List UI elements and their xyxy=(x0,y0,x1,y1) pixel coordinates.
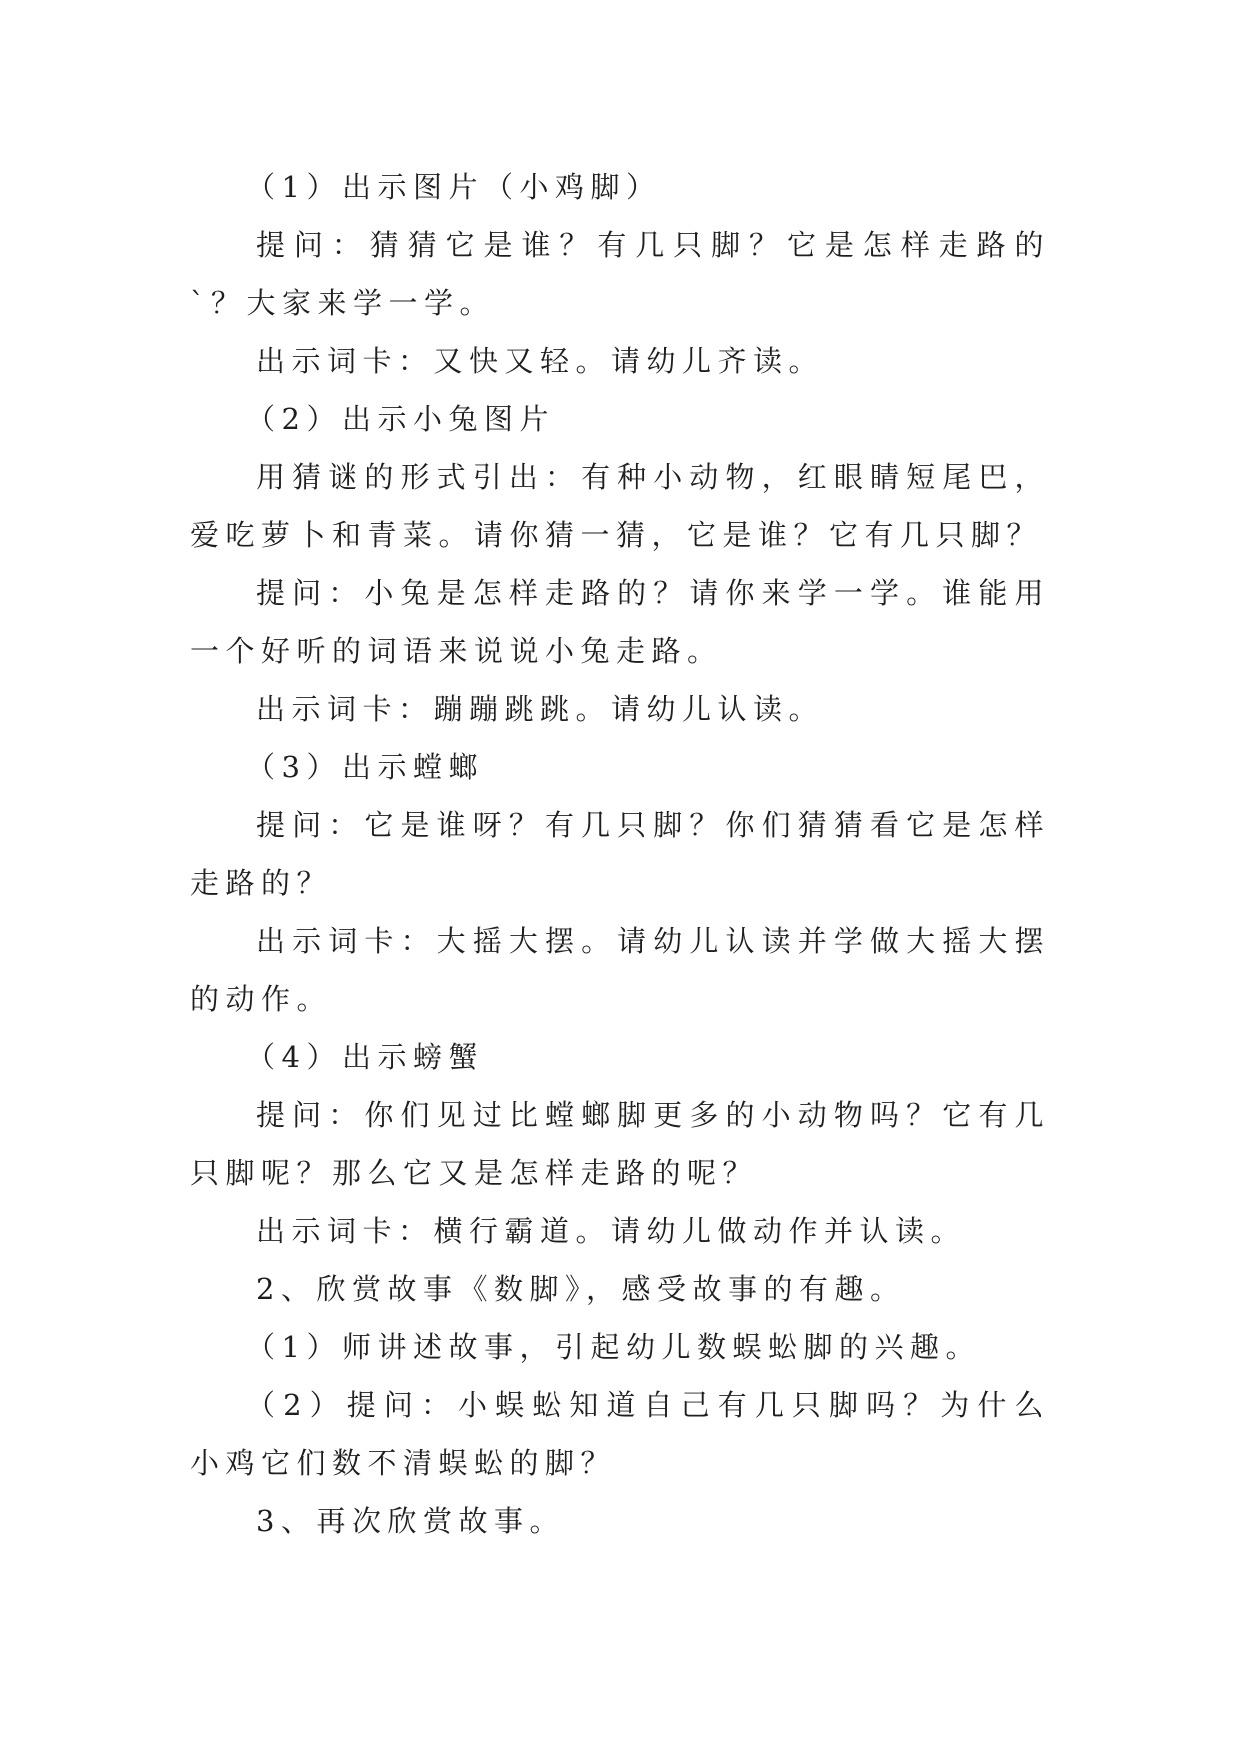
paragraph: （1）出示图片（小鸡脚） xyxy=(246,170,662,204)
paragraph: 提问：你们见过比螳螂脚更多的小动物吗？它有几只脚呢？那么它又是怎样走路的呢？ xyxy=(190,1098,1050,1190)
paragraph: 出示词卡：又快又轻。请幼儿齐读。 xyxy=(256,344,825,378)
paragraph: （3）出示螳螂 xyxy=(246,750,484,784)
paragraph: 2、欣赏故事《数脚》，感受故事的有趣。 xyxy=(256,1272,906,1306)
paragraph: 提问：它是谁呀？有几只脚？你们猜猜看它是怎样走路的？ xyxy=(190,808,1050,900)
paragraph: （2）提问：小蜈蚣知道自己有几只脚吗？为什么小鸡它们数不清蜈蚣的脚？ xyxy=(190,1388,1050,1480)
paragraph: 出示词卡：横行霸道。请幼儿做动作并认读。 xyxy=(256,1214,967,1248)
paragraph: 出示词卡：蹦蹦跳跳。请幼儿认读。 xyxy=(256,692,825,726)
paragraph: （4）出示螃蟹 xyxy=(246,1040,484,1074)
paragraph: 提问：猜猜它是谁？有几只脚？它是怎样走路的`？大家来学一学。 xyxy=(190,228,1050,320)
paragraph: （2）出示小兔图片 xyxy=(246,402,555,436)
paragraph: 用猜谜的形式引出：有种小动物，红眼睛短尾巴，爱吃萝卜和青菜。请你猜一猜，它是谁？它有几只脚？ xyxy=(190,460,1050,552)
paragraph: 提问：小兔是怎样走路的？请你来学一学。谁能用一个好听的词语来说说小兔走路。 xyxy=(190,576,1050,668)
document-body xyxy=(190,158,1050,1550)
paragraph: 3、再次欣赏故事。 xyxy=(256,1504,565,1538)
paragraph: （1）师讲述故事，引起幼儿数蜈蚣脚的兴趣。 xyxy=(246,1330,981,1364)
paragraph: 出示词卡：大摇大摆。请幼儿认读并学做大摇大摆的动作。 xyxy=(190,924,1050,1016)
